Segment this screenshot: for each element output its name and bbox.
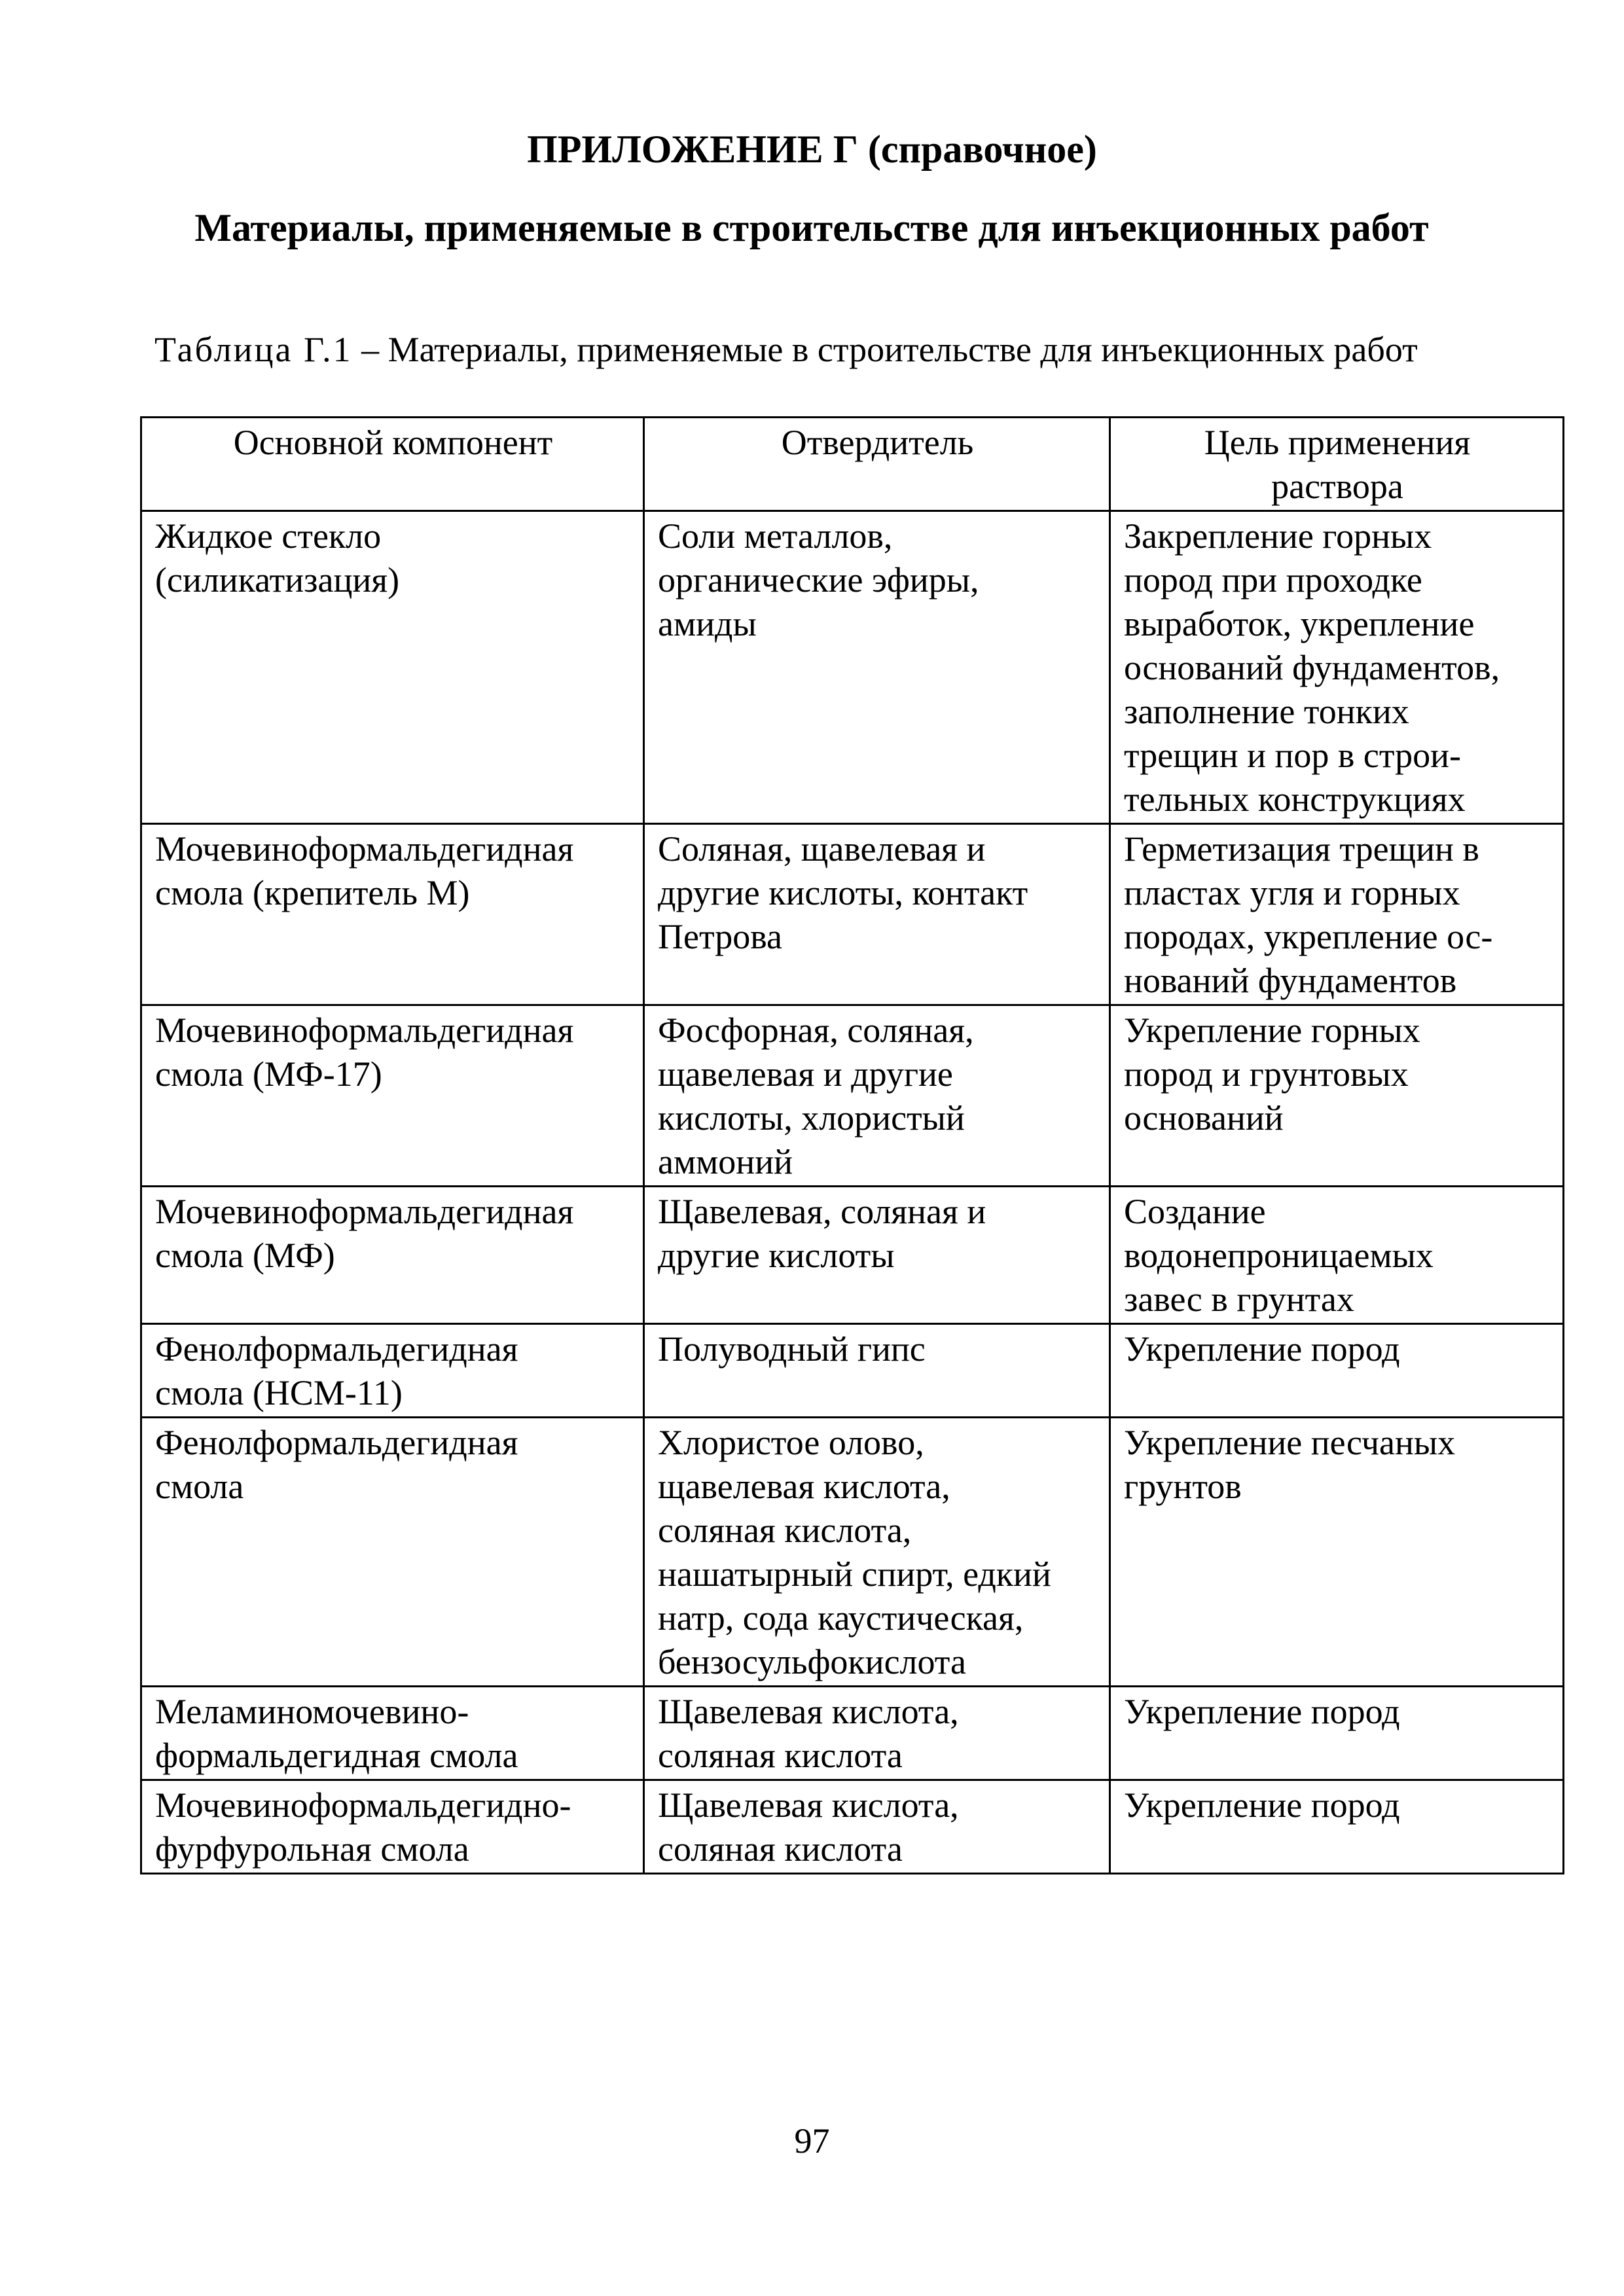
cell-component: Жидкое стекло (силикатизация) [141,511,644,824]
cell-hardener: Фосфорная, соляная, щавелевая и другие кислоты, хлористый аммоний [644,1005,1110,1187]
table-caption [154,326,1418,373]
cell-hardener: Соляная, щавелевая и другие кислоты, контакт Петрова [644,824,1110,1005]
cell-purpose: Укрепление песчаных грунтов [1110,1418,1564,1687]
cell-hardener: Щавелевая, соляная и другие кислоты [644,1187,1110,1324]
cell-purpose: Укрепление горных пород и грунтовых оснований [1110,1005,1564,1187]
table-row [141,1324,1564,1418]
cell-hardener: Щавелевая кислота, соляная кислота [644,1687,1110,1780]
appendix-title: ПРИЛОЖЕНИЕ Г (справочное) [527,128,1097,171]
materials-table [140,416,1564,1874]
table-row [141,1187,1564,1324]
table-row [141,1687,1564,1780]
cell-purpose: Герметизация трещин в пластах угля и горных породах, укрепление ос- нований фундаментов [1110,824,1564,1005]
cell-purpose: Укрепление пород [1110,1324,1564,1418]
header-main-component: Основной компонент [141,418,644,511]
header-hardener: Отвердитель [644,418,1110,511]
cell-hardener: Хлористое олово, щавелевая кислота, соляная кислота, нашатырный спирт, едкий натр, сода каустическая, бензосульфокислота [644,1418,1110,1687]
cell-component: Мочевиноформальдегидная смола (крепитель М) [141,824,644,1005]
header-purpose: Цель применения раствора [1110,418,1564,511]
cell-purpose: Укрепление пород [1110,1687,1564,1780]
cell-component: Фенолформальдегидная смола (НСМ-11) [141,1324,644,1418]
cell-purpose: Создание водонепроницаемых завес в грунтах [1110,1187,1564,1324]
table-header-row [141,418,1564,511]
cell-component: Меламиномочевино- формальдегидная смола [141,1687,644,1780]
table-caption-text: – Материалы, применяемые в строительстве для инъекционных работ [352,330,1418,369]
table-row [141,511,1564,824]
table-row [141,824,1564,1005]
cell-hardener: Полуводный гипс [644,1324,1110,1418]
table-row [141,1780,1564,1874]
cell-component: Мочевиноформальдегидная смола (МФ-17) [141,1005,644,1187]
table-row [141,1005,1564,1187]
page-number: 97 [794,2121,830,2161]
table-caption-label: Таблица Г.1 [154,330,353,369]
cell-component: Мочевиноформальдегидно- фурфурольная смола [141,1780,644,1874]
table-row [141,1418,1564,1687]
cell-hardener: Щавелевая кислота, соляная кислота [644,1780,1110,1874]
cell-hardener: Соли металлов, органические эфиры, амиды [644,511,1110,824]
cell-component: Мочевиноформальдегидная смола (МФ) [141,1187,644,1324]
document-subtitle: Материалы, применяемые в строительстве для инъекционных работ [194,206,1429,249]
cell-purpose: Укрепление пород [1110,1780,1564,1874]
cell-component: Фенолформальдегидная смола [141,1418,644,1687]
cell-purpose: Закрепление горных пород при проходке выработок, укрепление оснований фундаментов, заполнение тонких трещин и пор в строи- тельных конструкциях [1110,511,1564,824]
